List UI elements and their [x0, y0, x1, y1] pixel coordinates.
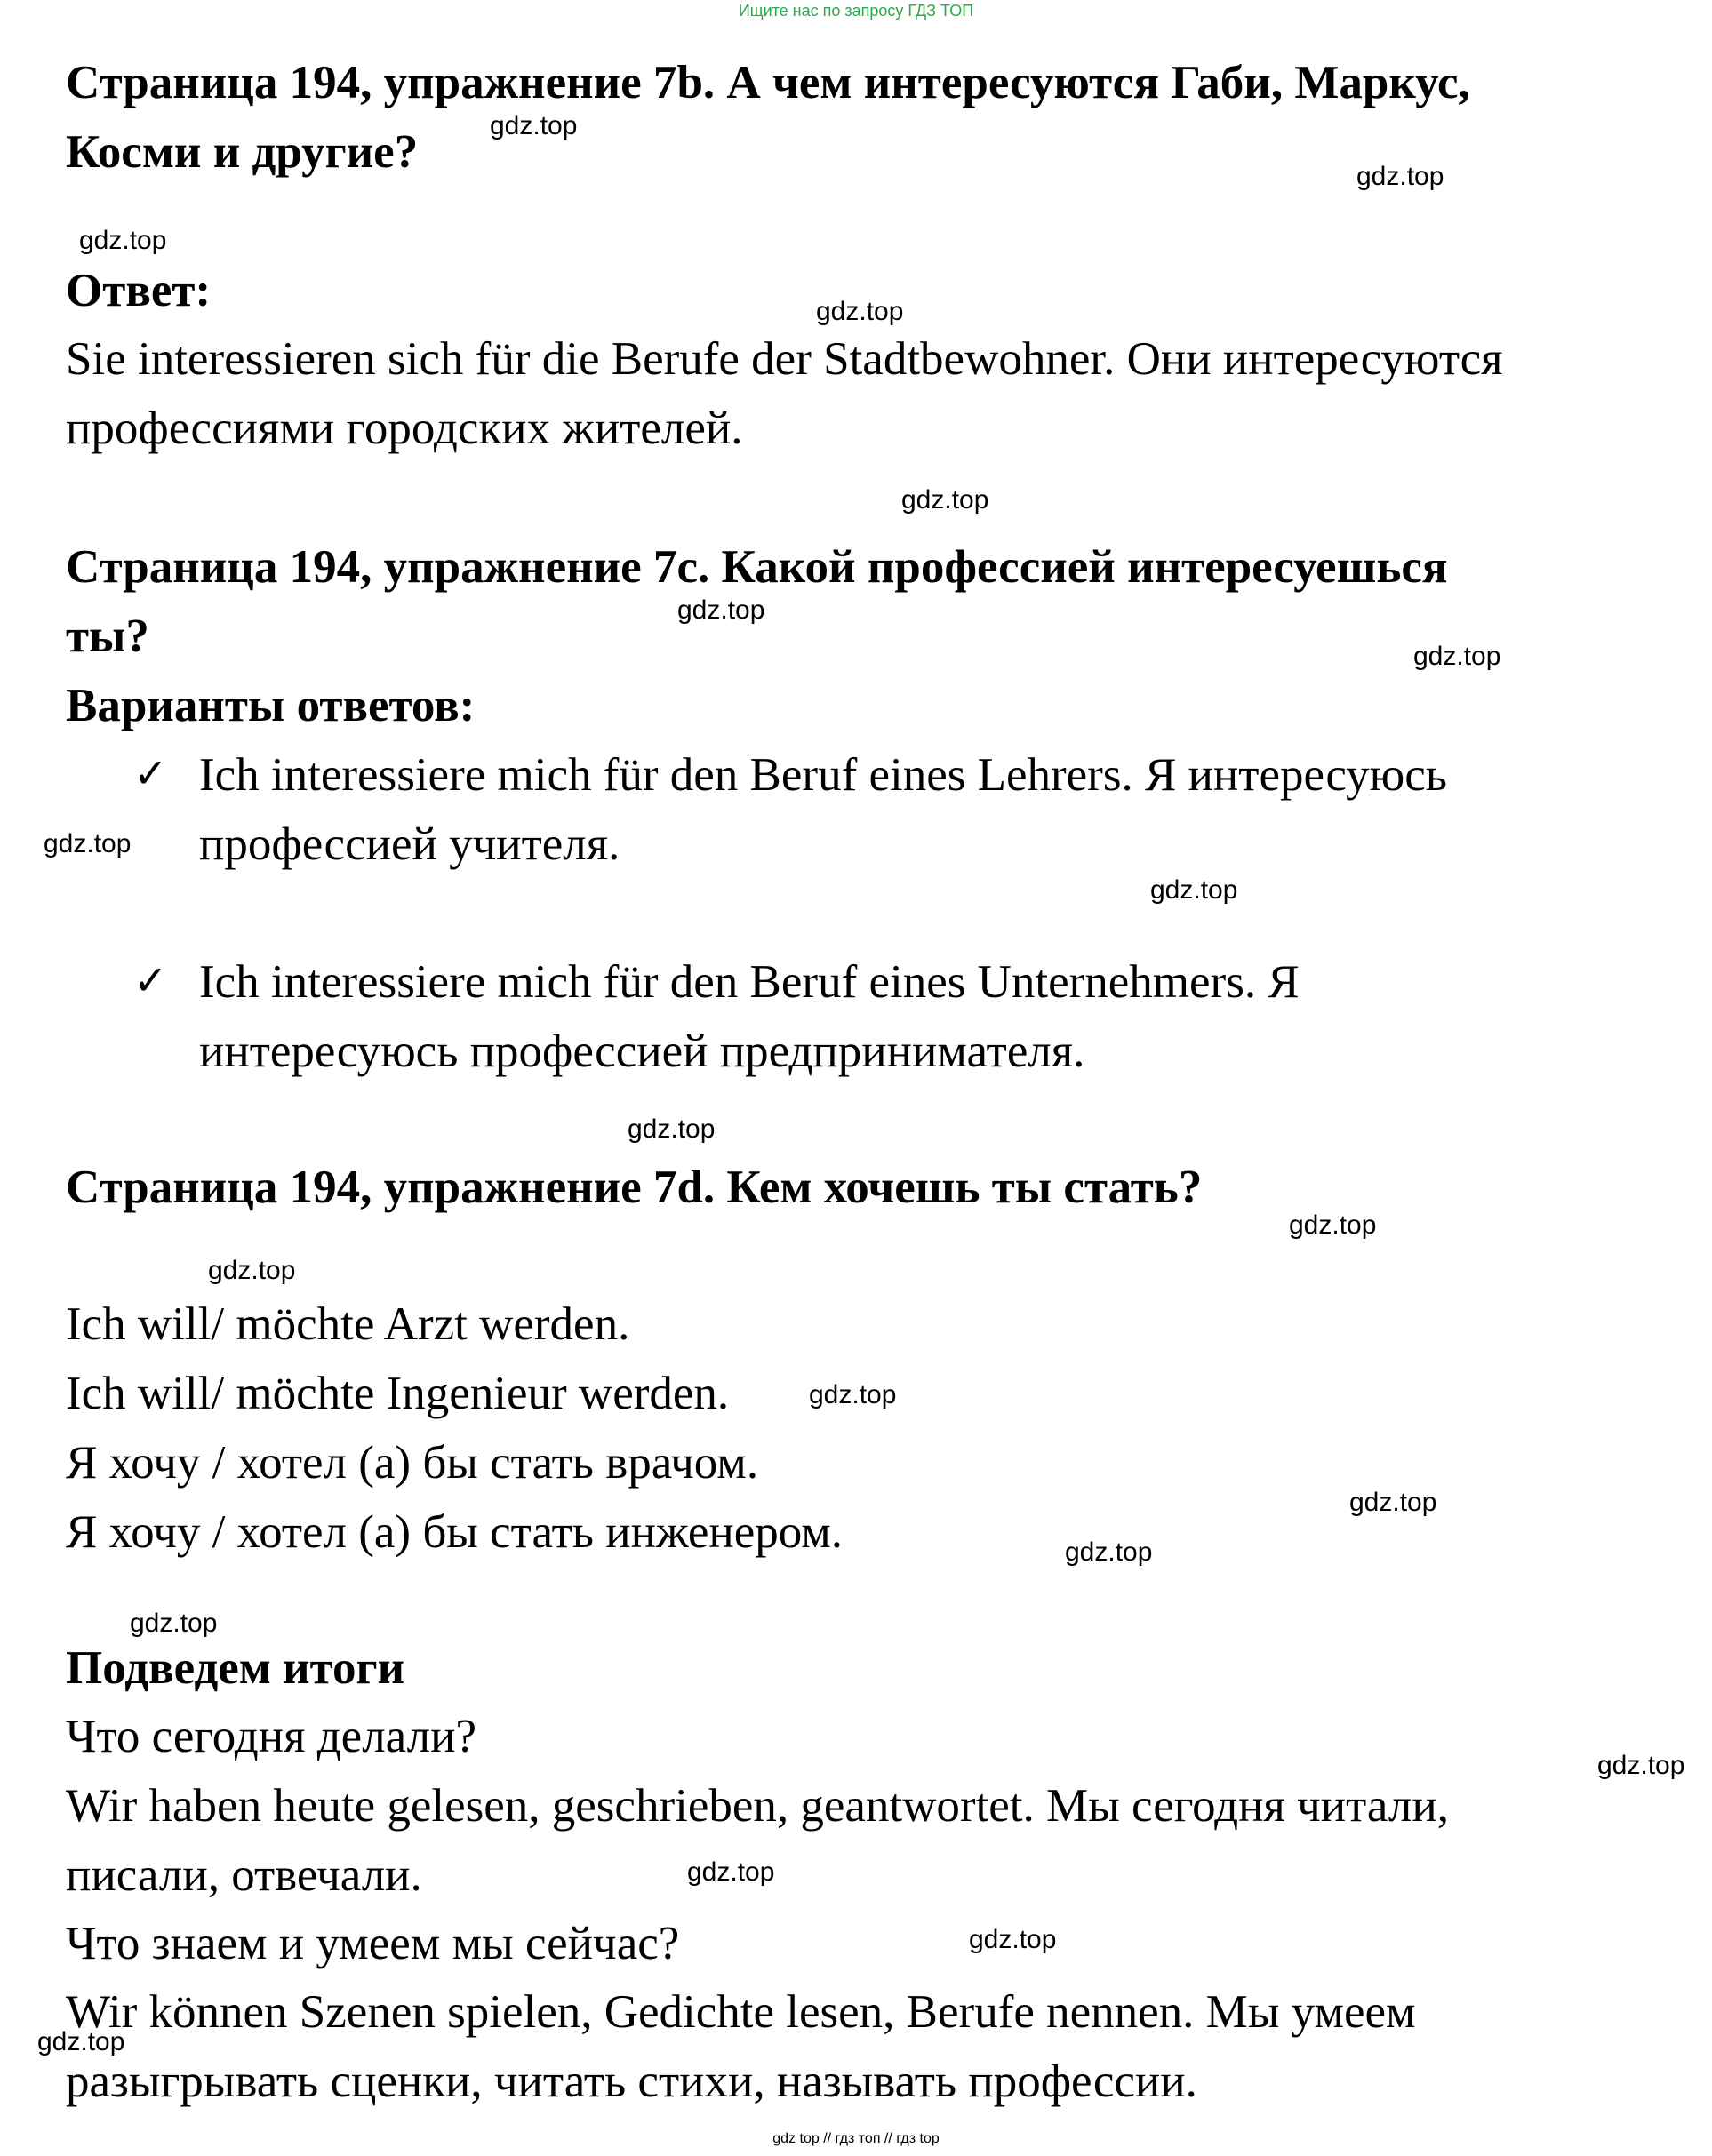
answer-7d-line: Ich will/ möchte Arzt werden. [66, 1298, 630, 1350]
variant-1-line1: Ich interessiere mich für den Beruf eines Lehrers. Я интересуюсь [199, 749, 1447, 801]
watermark: gdz.top [44, 829, 132, 858]
answer-7d-line: Я хочу / хотел (а) бы стать инженером. [66, 1506, 844, 1558]
heading-7c-line2: ты? [66, 611, 149, 662]
watermark: gdz.top [809, 1380, 897, 1409]
watermark: gdz.top [37, 2027, 125, 2056]
summary-line: разыгрывать сценки, читать стихи, называть профессии. [66, 2056, 1197, 2107]
answer-7b-line1: Sie interessieren sich für die Berufe der Stadtbewohner. Они интересуются [66, 333, 1503, 385]
answer-7b-line2: профессиями городских жителей. [66, 403, 743, 454]
summary-line: Wir können Szenen spielen, Gedichte lesen, Berufe nennen. Мы умеем [66, 1986, 1416, 2038]
variant-2-line2: интересуюсь профессией предпринимателя. [199, 1026, 1085, 1077]
watermark: gdz.top [901, 485, 989, 515]
variant-1-line2: профессией учителя. [199, 818, 620, 870]
top-banner: Ищите нас по запросу ГДЗ ТОП [738, 2, 974, 20]
answer-7d-line: Я хочу / хотел (а) бы стать врачом. [66, 1437, 759, 1489]
watermark: gdz.top [816, 297, 904, 326]
watermark: gdz.top [79, 226, 167, 255]
heading-7c-line1: Страница 194, упражнение 7c. Какой профессией интересуешься [66, 541, 1448, 593]
watermark: gdz.top [130, 1609, 218, 1638]
watermark: gdz.top [1289, 1210, 1377, 1240]
summary-line: Wir haben heute gelesen, geschrieben, geantwortet. Мы сегодня читали, [66, 1780, 1449, 1832]
watermark: gdz.top [1065, 1537, 1153, 1567]
watermark: gdz.top [677, 595, 765, 625]
watermark: gdz.top [1150, 875, 1238, 905]
answer-7d-line: Ich will/ möchte Ingenieur werden. [66, 1368, 730, 1419]
heading-7d: Страница 194, упражнение 7d. Кем хочешь ты стать? [66, 1162, 1203, 1213]
watermark: gdz.top [687, 1857, 775, 1887]
watermark: gdz.top [1349, 1488, 1437, 1517]
summary-heading: Подведем итоги [66, 1642, 405, 1694]
watermark: gdz.top [490, 111, 578, 140]
footer: gdz top // гдз топ // гдз top [772, 2131, 940, 2146]
heading-7b-line1: Страница 194, упражнение 7b. А чем интересуются Габи, Маркус, [66, 57, 1470, 108]
watermark: gdz.top [1597, 1751, 1685, 1780]
summary-line: Что знаем и умеем мы сейчас? [66, 1918, 680, 1969]
check-icon: ✓ [133, 749, 168, 797]
answer-label: Ответ: [66, 265, 212, 316]
watermark: gdz.top [628, 1114, 716, 1144]
variant-2-line1: Ich interessiere mich für den Beruf eines Unternehmers. Я [199, 956, 1300, 1008]
heading-7b-line2: Косми и другие? [66, 126, 419, 178]
variants-label: Варианты ответов: [66, 680, 476, 731]
watermark: gdz.top [1356, 162, 1444, 191]
watermark: gdz.top [208, 1256, 296, 1285]
summary-line: Что сегодня делали? [66, 1711, 476, 1762]
watermark: gdz.top [969, 1925, 1057, 1954]
check-icon: ✓ [133, 956, 168, 1004]
watermark: gdz.top [1413, 642, 1501, 671]
summary-line: писали, отвечали. [66, 1849, 422, 1901]
